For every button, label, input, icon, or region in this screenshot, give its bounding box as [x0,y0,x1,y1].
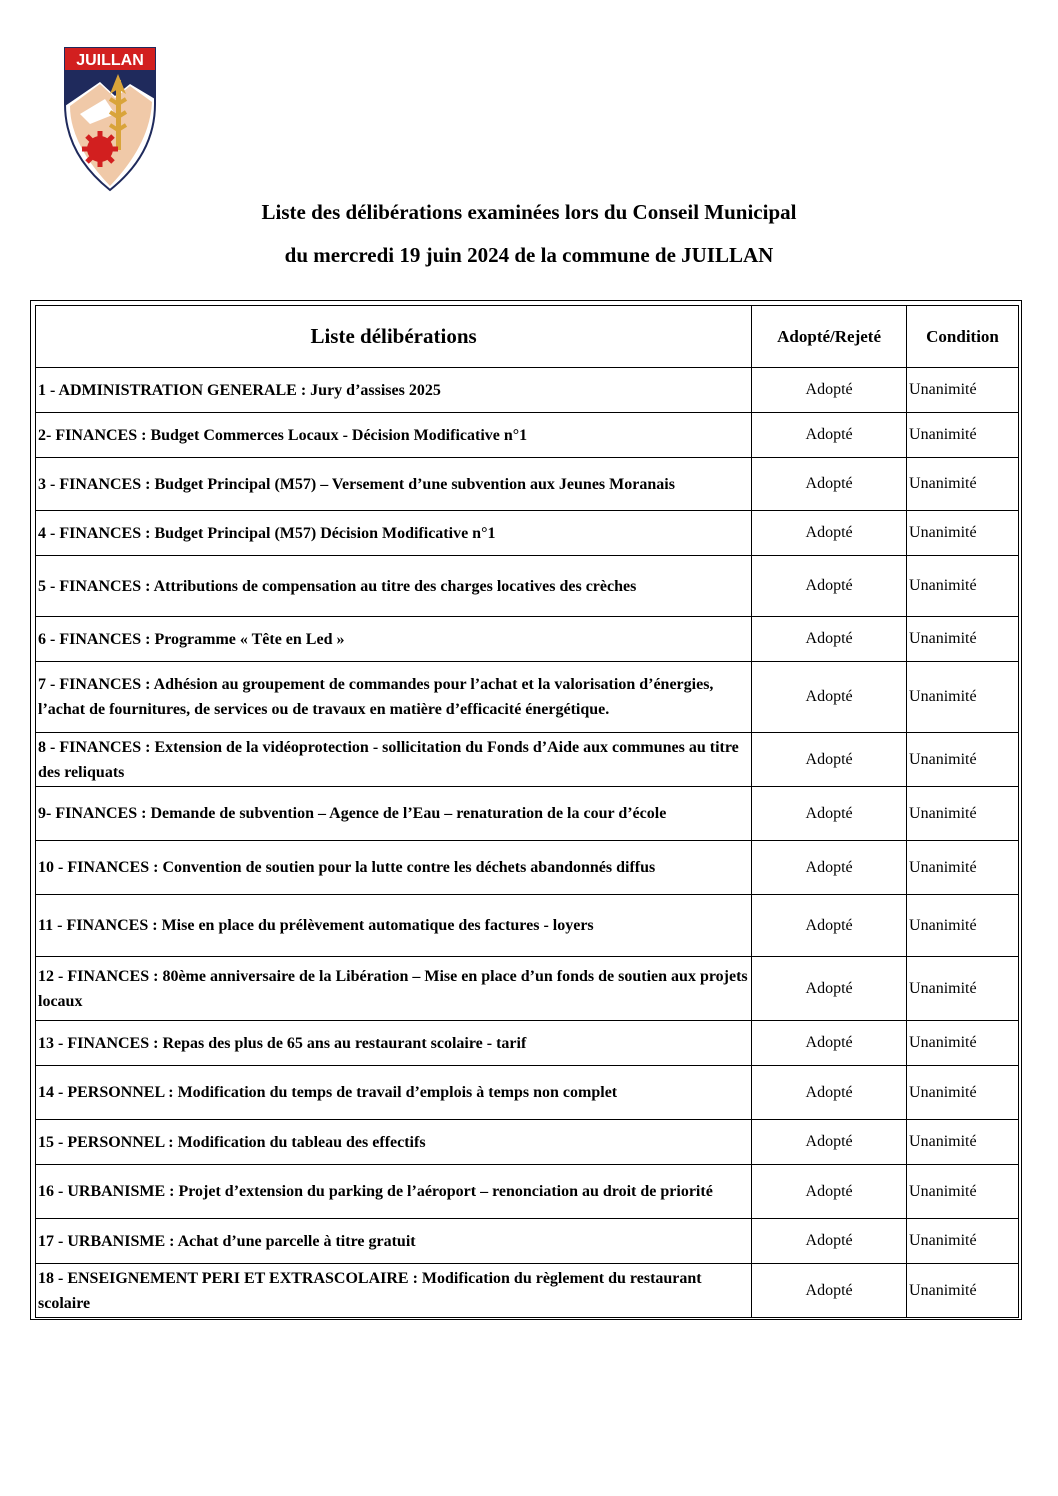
deliberation-label: 16 - URBANISME : Projet d’extension du parking de l’aéroport – renonciation au droit de priorité [36,1165,752,1219]
deliberation-condition: Unanimité [907,1165,1019,1219]
table-row [36,957,1019,1021]
deliberation-label: 9- FINANCES : Demande de subvention – Agence de l’Eau – renaturation de la cour d’école [36,787,752,841]
deliberation-label: 5 - FINANCES : Attributions de compensation au titre des charges locatives des crèches [36,556,752,617]
deliberation-condition: Unanimité [907,511,1019,556]
deliberation-result: Adopté [752,556,907,617]
deliberations-table [35,305,1019,1318]
deliberation-result: Adopté [752,841,907,895]
deliberation-label: 18 - ENSEIGNEMENT PERI ET EXTRASCOLAIRE : Modification du règlement du restaurant scolaire [36,1264,752,1318]
deliberation-result: Adopté [752,511,907,556]
table-row [36,1021,1019,1066]
header-result: Adopté/Rejeté [752,306,907,368]
deliberation-result: Adopté [752,413,907,458]
table-row [36,733,1019,787]
deliberation-label: 3 - FINANCES : Budget Principal (M57) – Versement d’une subvention aux Jeunes Moranais [36,458,752,511]
deliberation-condition: Unanimité [907,413,1019,458]
table-row [36,368,1019,413]
deliberation-result: Adopté [752,1021,907,1066]
juillan-coat-of-arms-logo [60,44,160,192]
deliberation-condition: Unanimité [907,895,1019,957]
deliberation-result: Adopté [752,733,907,787]
deliberation-condition: Unanimité [907,1021,1019,1066]
header-condition: Condition [907,306,1019,368]
table-row [36,458,1019,511]
deliberation-condition: Unanimité [907,368,1019,413]
deliberation-label: 12 - FINANCES : 80ème anniversaire de la Libération – Mise en place d’un fonds de soutien aux projets locaux [36,957,752,1021]
deliberation-label: 10 - FINANCES : Convention de soutien pour la lutte contre les déchets abandonnés diffus [36,841,752,895]
table-body [36,368,1019,1318]
logo-text: JUILLAN [76,52,144,69]
document-title: Liste des délibérations examinées lors du Conseil Municipal [261,200,797,224]
deliberations-table-frame [30,300,1022,1320]
deliberation-label: 2- FINANCES : Budget Commerces Locaux - Décision Modificative n°1 [36,413,752,458]
document-subtitle: du mercredi 19 juin 2024 de la commune de JUILLAN [284,243,774,267]
table-row [36,662,1019,733]
table-row [36,841,1019,895]
deliberation-label: 13 - FINANCES : Repas des plus de 65 ans au restaurant scolaire - tarif [36,1021,752,1066]
header-deliberations: Liste délibérations [36,306,752,368]
deliberation-result: Adopté [752,1120,907,1165]
deliberation-label: 7 - FINANCES : Adhésion au groupement de commandes pour l’achat et la valorisation d’énergies, l’achat de fournitures, de services ou de travaux en matière d’efficacité énergétique. [36,662,752,733]
deliberation-result: Adopté [752,1066,907,1120]
deliberation-condition: Unanimité [907,957,1019,1021]
deliberation-result: Adopté [752,1219,907,1264]
deliberation-condition: Unanimité [907,458,1019,511]
table-row [36,1066,1019,1120]
deliberation-label: 11 - FINANCES : Mise en place du prélèvement automatique des factures - loyers [36,895,752,957]
table-row [36,413,1019,458]
deliberation-condition: Unanimité [907,1120,1019,1165]
deliberation-label: 15 - PERSONNEL : Modification du tableau des effectifs [36,1120,752,1165]
table-header-row [36,306,1019,368]
deliberation-condition: Unanimité [907,733,1019,787]
deliberation-result: Adopté [752,368,907,413]
deliberation-result: Adopté [752,957,907,1021]
table-row [36,1120,1019,1165]
table-row [36,1165,1019,1219]
deliberation-condition: Unanimité [907,1066,1019,1120]
deliberation-condition: Unanimité [907,1264,1019,1318]
table-row [36,1219,1019,1264]
deliberation-condition: Unanimité [907,787,1019,841]
table-row [36,556,1019,617]
deliberation-condition: Unanimité [907,841,1019,895]
table-row [36,511,1019,556]
deliberation-result: Adopté [752,617,907,662]
table-row [36,895,1019,957]
deliberation-condition: Unanimité [907,617,1019,662]
deliberation-condition: Unanimité [907,556,1019,617]
table-row [36,1264,1019,1318]
deliberation-label: 1 - ADMINISTRATION GENERALE : Jury d’assises 2025 [36,368,752,413]
deliberation-result: Adopté [752,787,907,841]
deliberation-label: 17 - URBANISME : Achat d’une parcelle à titre gratuit [36,1219,752,1264]
deliberation-label: 6 - FINANCES : Programme « Tête en Led » [36,617,752,662]
table-row [36,617,1019,662]
deliberation-result: Adopté [752,895,907,957]
deliberation-label: 14 - PERSONNEL : Modification du temps de travail d’emplois à temps non complet [36,1066,752,1120]
deliberation-result: Adopté [752,458,907,511]
deliberation-label: 4 - FINANCES : Budget Principal (M57) Décision Modificative n°1 [36,511,752,556]
deliberation-result: Adopté [752,662,907,733]
deliberation-condition: Unanimité [907,1219,1019,1264]
deliberation-condition: Unanimité [907,662,1019,733]
deliberation-result: Adopté [752,1264,907,1318]
table-row [36,787,1019,841]
deliberation-result: Adopté [752,1165,907,1219]
deliberation-label: 8 - FINANCES : Extension de la vidéoprotection - sollicitation du Fonds d’Aide aux communes au titre des reliquats [36,733,752,787]
